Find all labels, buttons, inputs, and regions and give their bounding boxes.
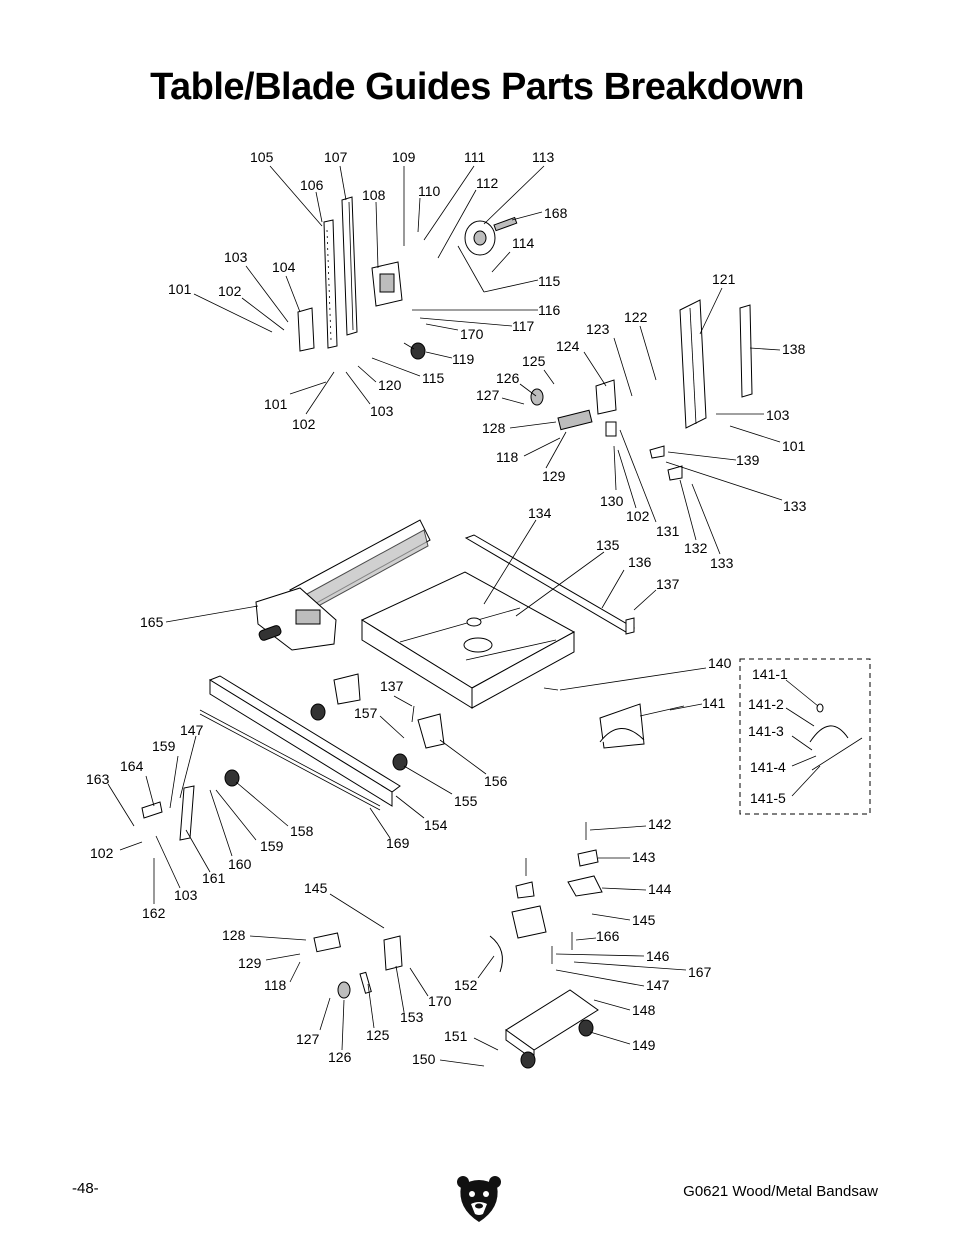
callout: 141-2 xyxy=(748,696,784,712)
callout: 166 xyxy=(596,928,620,944)
callout: 107 xyxy=(324,149,348,165)
callout: 159 xyxy=(260,838,284,854)
callout: 125 xyxy=(366,1027,390,1043)
callout: 101 xyxy=(264,396,288,412)
guard-121 xyxy=(680,300,706,428)
callout: 145 xyxy=(632,912,656,928)
pointer-161 xyxy=(142,786,194,840)
callout: 109 xyxy=(392,149,416,165)
callout: 145 xyxy=(304,880,328,896)
callout: 159 xyxy=(152,738,176,754)
callout: 156 xyxy=(484,773,508,789)
callout: 102 xyxy=(292,416,316,432)
callout: 105 xyxy=(250,149,274,165)
callout: 146 xyxy=(646,948,670,964)
callout: 170 xyxy=(428,993,452,1009)
callout: 129 xyxy=(542,468,566,484)
callout: 168 xyxy=(544,205,568,221)
callout: 141-3 xyxy=(748,723,784,739)
callout: 141-5 xyxy=(750,790,786,806)
miter-gauge-141 xyxy=(600,704,684,748)
callout: 161 xyxy=(202,870,226,886)
lower-guide-assembly xyxy=(314,933,402,998)
callout: 142 xyxy=(648,816,672,832)
footer-model-title: G0621 Wood/Metal Bandsaw xyxy=(683,1183,878,1200)
callout: 117 xyxy=(512,318,535,334)
front-rail-154 xyxy=(200,676,400,810)
callout: 128 xyxy=(222,927,246,943)
callout: 116 xyxy=(538,302,561,318)
callout: 102 xyxy=(626,508,650,524)
callout: 110 xyxy=(418,183,441,199)
callout: 126 xyxy=(328,1049,352,1065)
callout: 127 xyxy=(476,387,500,403)
callout: 163 xyxy=(86,771,110,787)
callout: 144 xyxy=(648,881,672,897)
callout: 167 xyxy=(688,964,712,980)
callout: 150 xyxy=(412,1051,436,1067)
callout: 124 xyxy=(556,338,580,354)
callout: 101 xyxy=(168,281,192,297)
callout: 157 xyxy=(354,705,378,721)
guide-block-108 xyxy=(372,262,402,306)
knob-119 xyxy=(404,343,425,359)
callout: 120 xyxy=(378,377,402,393)
callout: 132 xyxy=(684,540,708,556)
page-number: -48- xyxy=(72,1180,99,1197)
callout: 147 xyxy=(646,977,670,993)
callout: 136 xyxy=(628,554,652,570)
callout: 147 xyxy=(180,722,204,738)
callout: 111 xyxy=(464,149,486,165)
callout: 149 xyxy=(632,1037,656,1053)
callout: 137 xyxy=(380,678,404,694)
callout: 108 xyxy=(362,187,386,203)
callout: 138 xyxy=(782,341,806,357)
callout: 162 xyxy=(142,905,166,921)
callout: 141-1 xyxy=(752,666,788,682)
callout: 140 xyxy=(708,655,732,671)
cover-138 xyxy=(740,305,752,397)
fence-rail-107 xyxy=(342,197,357,335)
callout: 164 xyxy=(120,758,144,774)
callout: 137 xyxy=(656,576,680,592)
callout: 114 xyxy=(512,235,535,251)
callout: 160 xyxy=(228,856,252,872)
callout: 143 xyxy=(632,849,656,865)
callout: 158 xyxy=(290,823,314,839)
callout: 125 xyxy=(522,353,546,369)
callout: 112 xyxy=(476,175,499,191)
callout: 129 xyxy=(238,955,262,971)
callout: 127 xyxy=(296,1031,320,1047)
callout: 165 xyxy=(140,614,164,630)
callout: 141-4 xyxy=(750,759,786,775)
callout: 119 xyxy=(452,351,475,367)
callout: 103 xyxy=(224,249,248,265)
callout: 121 xyxy=(712,271,736,287)
trunnion-139 xyxy=(650,446,682,480)
callout: 131 xyxy=(656,523,680,539)
callout: 102 xyxy=(90,845,114,861)
callout: 115 xyxy=(422,370,445,386)
callout: 141 xyxy=(702,695,726,711)
callout: 170 xyxy=(460,326,484,342)
callout: 123 xyxy=(586,321,610,337)
callout: 122 xyxy=(624,309,648,325)
trunnion-148 xyxy=(506,990,598,1068)
callout: 139 xyxy=(736,452,760,468)
callout: 101 xyxy=(782,438,806,454)
callout: 154 xyxy=(424,817,448,833)
callout: 134 xyxy=(528,505,552,521)
callout: 113 xyxy=(532,149,555,165)
callout: 103 xyxy=(766,407,790,423)
callout: 118 xyxy=(496,449,519,465)
callout: 153 xyxy=(400,1009,424,1025)
page-title: Table/Blade Guides Parts Breakdown xyxy=(150,66,804,108)
callout: 133 xyxy=(710,555,734,571)
callout: 155 xyxy=(454,793,478,809)
callout: 104 xyxy=(272,259,296,275)
callout: 130 xyxy=(600,493,624,509)
callout: 135 xyxy=(596,537,620,553)
bear-head-icon xyxy=(455,1172,503,1224)
callout: 102 xyxy=(218,283,242,299)
bracket-104 xyxy=(298,308,314,351)
callout: 103 xyxy=(174,887,198,903)
callout: 133 xyxy=(783,498,807,514)
trunnion-parts-143-144 xyxy=(490,850,602,972)
callout: 115 xyxy=(538,273,561,289)
callout: 152 xyxy=(454,977,478,993)
callout: 128 xyxy=(482,420,506,436)
scale-106 xyxy=(324,220,337,348)
handwheel-113 xyxy=(465,217,517,255)
callout: 118 xyxy=(264,977,287,993)
guide-assembly-124 xyxy=(531,380,616,436)
callout: 106 xyxy=(300,177,324,193)
callout: 103 xyxy=(370,403,394,419)
callout: 169 xyxy=(386,835,410,851)
callout: 151 xyxy=(444,1028,468,1044)
callout: 126 xyxy=(496,370,520,386)
callout: 148 xyxy=(632,1002,656,1018)
